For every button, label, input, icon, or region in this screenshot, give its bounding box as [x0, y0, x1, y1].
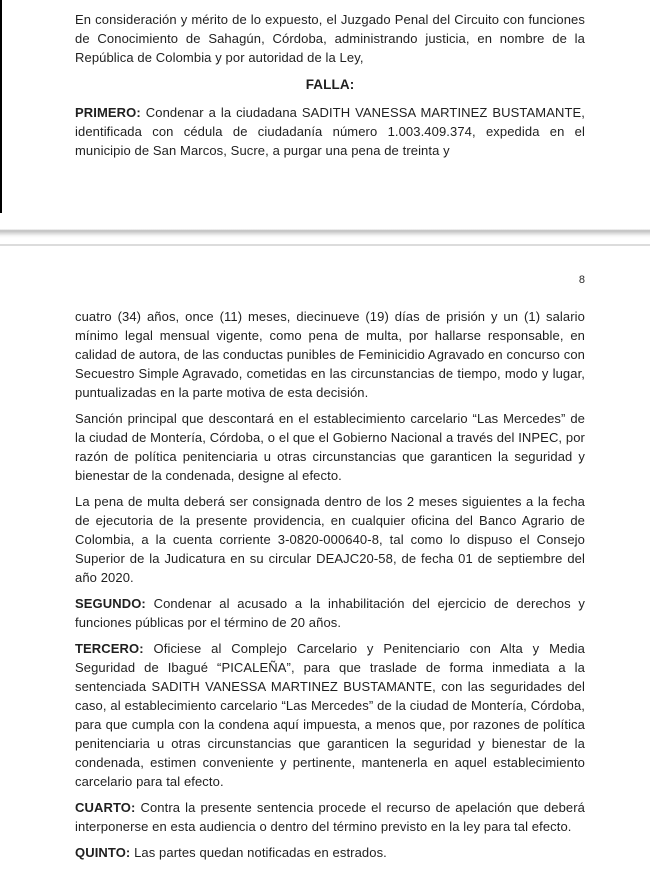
scan-edge-artifact [0, 0, 2, 213]
paragraph-segundo [75, 594, 585, 632]
intro-paragraph: En consideración y mérito de lo expuesto, el Juzgado Penal del Circuito con funciones de Conocimiento de Sahagún, Córdoba, administrando justicia, en nombre de la República de Colombia y por autoridad de la Ley, [75, 12, 585, 65]
paragraph-quinto [75, 843, 585, 862]
primero-label: PRIMERO: [75, 105, 141, 120]
quinto-label: QUINTO: [75, 845, 131, 860]
tercero-label: TERCERO: [75, 641, 144, 656]
paragraph-cuarto [75, 798, 585, 836]
page-1 [0, 0, 650, 229]
primero-text: Condenar a la ciudadana SADITH VANESSA MARTINEZ BUSTAMANTE, identificada con cédula de ciudadanía número 1.003.409.374, expedida en el municipio de San Marcos, Sucre, a purgar una pena de treinta y [75, 105, 585, 158]
cuarto-label: CUARTO: [75, 800, 136, 815]
paragraph-pena-multa [75, 492, 585, 587]
falla-heading: FALLA: [305, 77, 355, 92]
paragraph-0-text: cuatro (34) años, once (11) meses, diecinueve (19) días de prisión y un (1) salario mínimo legal mensual vigente, como pena de multa, por hallarse responsable, en calidad de autora, de las conductas punibles de Feminicidio Agravado en concurso con Secuestro Simple Agravado, cometidas en las circunstancias de tiempo, modo y lugar, puntualizadas en la parte motiva de esta decisión. [75, 309, 585, 400]
cuarto-text: Contra la presente sentencia procede el recurso de apelación que deberá interponerse en esta audiencia o dentro del término previsto en la ley para tal efecto. [75, 800, 586, 834]
paragraph-sancion-principal [75, 409, 585, 485]
primero-paragraph [75, 103, 585, 160]
tercero-text: Oficiese al Complejo Carcelario y Penitenciario con Alta y Media Seguridad de Ibagué “PICALEÑA”, para que traslade de forma inmediata a la sentenciada SADITH VANESSA MARTINEZ BUSTAMANTE, con las seguridades del caso, al establecimiento carcelario “Las Mercedes” de la ciudad de Montería, Córdoba, para que cumpla con la condena aquí impuesta, a menos que, por razones de política penitenciaria u otras circunstancias que garanticen la seguridad y bienestar de la condenada, estimen conveniente y pertinente, mantenerla en aquel establecimiento carcelario para tal efecto. [75, 641, 585, 789]
quinto-text: Las partes quedan notificadas en estrados. [134, 845, 387, 860]
page-bottom-shadow [0, 229, 650, 238]
page-number: 8 [578, 274, 585, 286]
paragraph-tercero [75, 639, 585, 791]
segundo-label: SEGUNDO: [75, 596, 146, 611]
page-2 [0, 246, 650, 862]
paragraph-pena-prision [75, 307, 585, 402]
segundo-text: Condenar al acusado a la inhabilitación del ejercicio de derechos y funciones públicas por el término de 20 años. [75, 596, 586, 630]
paragraph-1-text: Sanción principal que descontará en el establecimiento carcelario “Las Mercedes” de la ciudad de Montería, Córdoba, o el que el Gobierno Nacional a través del INPEC, por razón de política penitenciaria u otras circunstancias que garanticen la seguridad y bienestar de la condenada, designe al efecto. [75, 411, 585, 483]
page-break-divider [0, 229, 650, 246]
paragraph-2-text: La pena de multa deberá ser consignada dentro de los 2 meses siguientes a la fecha de ejecutoria de la presente providencia, en cualquier oficina del Banco Agrario de Colombia, a la cuenta corriente 3-0820-000640-8, tal como lo dispuso el Consejo Superior de la Judicatura en su circular DEAJC20-58, de fecha 01 de septiembre del año 2020. [75, 494, 585, 585]
